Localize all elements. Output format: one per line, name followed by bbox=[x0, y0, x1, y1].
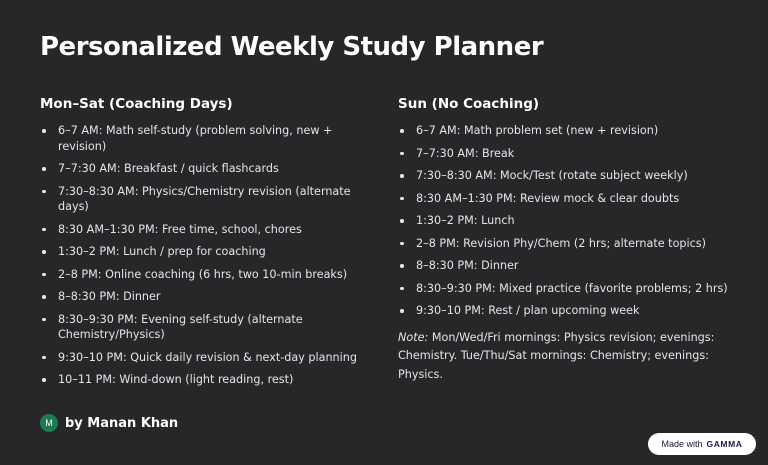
note-text: Mon/Wed/Fri mornings: Physics revision; evenings: Chemistry. Tue/Thu/Sat mornings: Chemistry; evenings: Physics. bbox=[398, 330, 715, 381]
list-item: 7:30–8:30 AM: Physics/Chemistry revision (alternate days) bbox=[40, 184, 380, 215]
list-item: 8:30–9:30 PM: Evening self-study (alternate Chemistry/Physics) bbox=[40, 312, 308, 343]
list-item: 8–8:30 PM: Dinner bbox=[398, 258, 728, 274]
badge-prefix: Made with bbox=[661, 439, 703, 449]
list-item: 2–8 PM: Revision Phy/Chem (2 hrs; alternate topics) bbox=[398, 236, 728, 252]
left-column bbox=[40, 96, 380, 395]
list-item: 7–7:30 AM: Break bbox=[398, 146, 728, 162]
list-item: 2–8 PM: Online coaching (6 hrs, two 10-min breaks) bbox=[40, 267, 380, 283]
right-column bbox=[398, 96, 728, 384]
list-item: 8:30 AM–1:30 PM: Free time, school, chores bbox=[40, 222, 380, 238]
list-item: 8:30–9:30 PM: Mixed practice (favorite problems; 2 hrs) bbox=[398, 281, 728, 297]
avatar: M bbox=[40, 414, 58, 432]
list-item: 6–7 AM: Math problem set (new + revision) bbox=[398, 123, 728, 139]
list-item: 8:30 AM–1:30 PM: Review mock & clear doubts bbox=[398, 191, 728, 207]
author-credit bbox=[40, 414, 178, 432]
left-column-heading: Mon–Sat (Coaching Days) bbox=[40, 96, 233, 112]
list-item: 7:30–8:30 AM: Mock/Test (rotate subject weekly) bbox=[398, 168, 728, 184]
right-column-heading: Sun (No Coaching) bbox=[398, 96, 540, 112]
page-title: Personalized Weekly Study Planner bbox=[40, 32, 544, 62]
schedule-note bbox=[398, 329, 728, 385]
list-item: 6–7 AM: Math self-study (problem solving, new + revision) bbox=[40, 123, 380, 154]
list-item: 10–11 PM: Wind-down (light reading, rest) bbox=[40, 372, 380, 388]
author-name: by Manan Khan bbox=[65, 415, 179, 431]
list-item: 9:30–10 PM: Rest / plan upcoming week bbox=[398, 303, 728, 319]
right-column-list bbox=[398, 123, 728, 319]
list-item: 7–7:30 AM: Breakfast / quick flashcards bbox=[40, 161, 380, 177]
list-item: 9:30–10 PM: Quick daily revision & next-day planning bbox=[40, 350, 380, 366]
list-item: 8–8:30 PM: Dinner bbox=[40, 289, 380, 305]
list-item: 1:30–2 PM: Lunch bbox=[398, 213, 728, 229]
left-column-list bbox=[40, 123, 380, 388]
gamma-logo: GAMMA bbox=[706, 439, 743, 449]
note-label: Note: bbox=[398, 330, 429, 344]
list-item: 1:30–2 PM: Lunch / prep for coaching bbox=[40, 244, 380, 260]
made-with-gamma-badge[interactable] bbox=[648, 433, 756, 455]
